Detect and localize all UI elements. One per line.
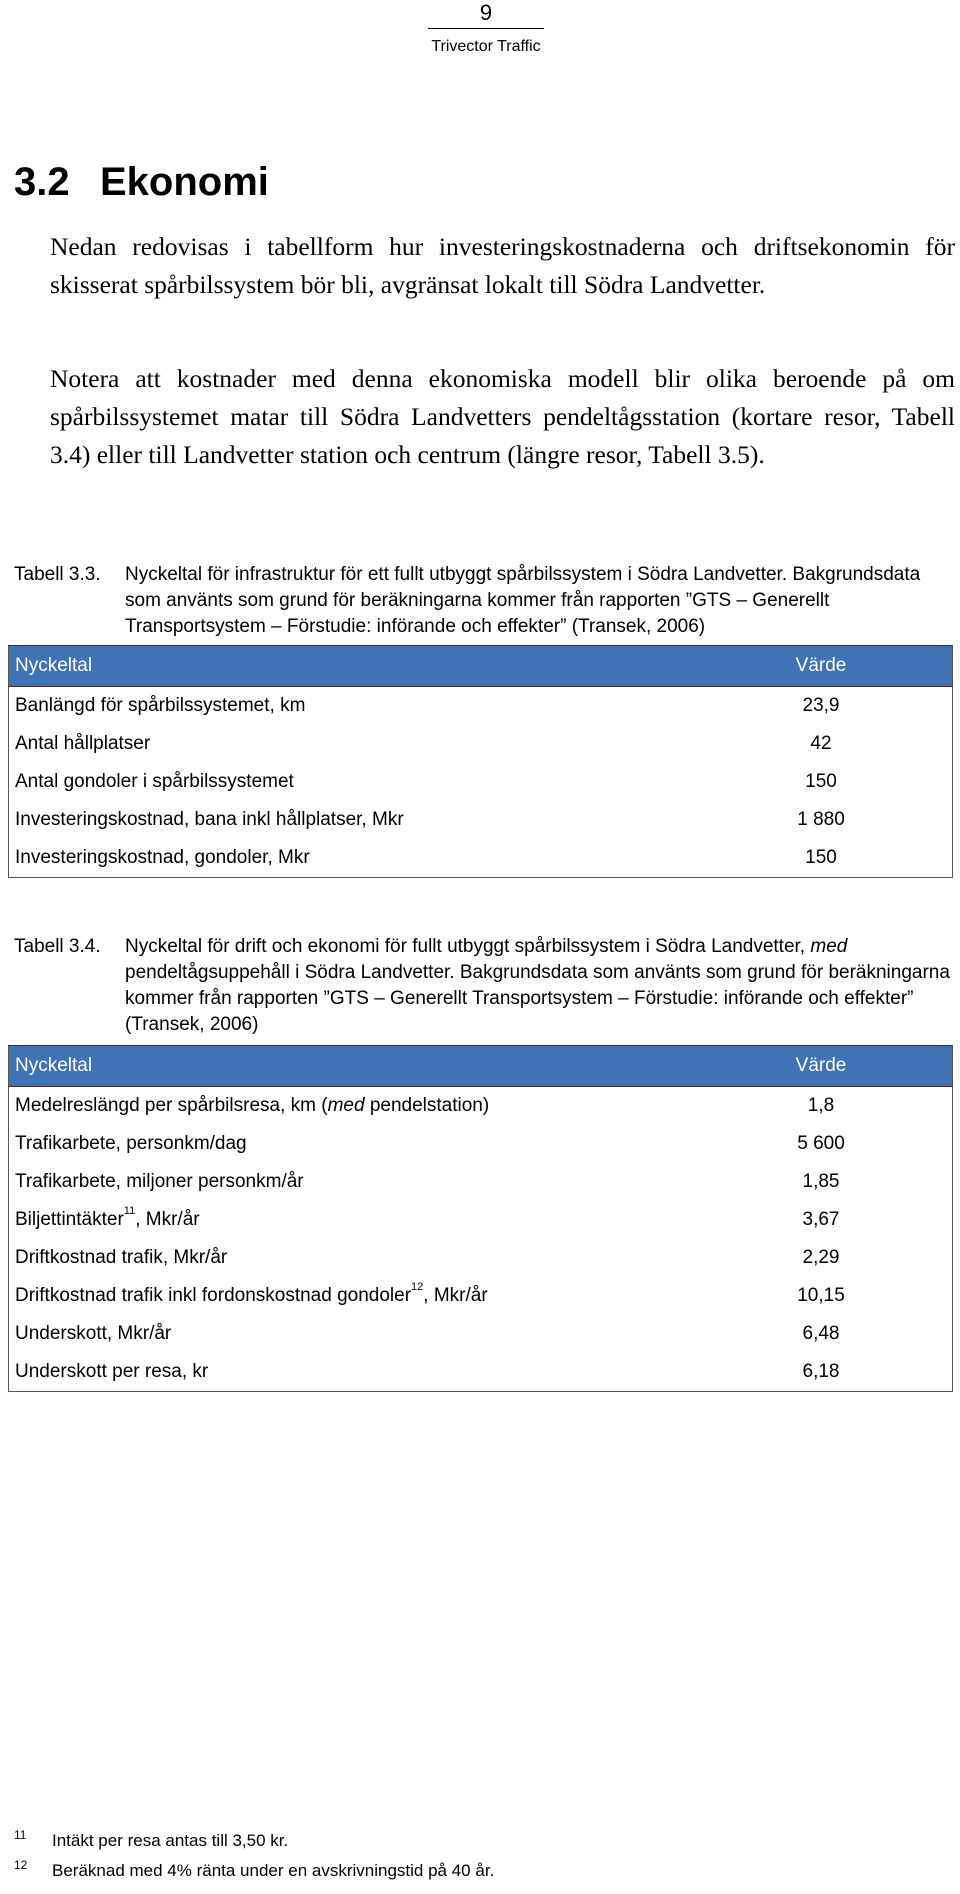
caption-text: Nyckeltal för infrastruktur för ett fullt utbyggt spårbilssystem i Södra Landvetter. Bakgrundsdata som använts som grund för beräkningarna kommer från rapporten ”GTS – Generellt Transportsystem – Förstudie: införande och effekter” (Transek, 2006) (125, 564, 921, 637)
footnote-text: Beräknad med 4% ränta under en avskrivningstid på 40 år. (52, 1861, 495, 1880)
footnote (14, 1826, 914, 1856)
section-number: 3.2 (14, 160, 70, 204)
row-value: 5 600 (797, 1133, 845, 1154)
infrastructure-kpi-table (8, 645, 953, 878)
row-label-part: Biljettintäkter (15, 1209, 124, 1230)
footnote-number: 12 (14, 1858, 28, 1872)
column-header-value: Värde (690, 1046, 953, 1087)
page-header (428, 0, 544, 57)
row-label (9, 1277, 691, 1315)
table-header-row (9, 646, 953, 687)
section-heading (14, 158, 269, 206)
row-value: 6,48 (802, 1323, 840, 1344)
row-value: 2,29 (802, 1247, 840, 1268)
header-divider (428, 28, 544, 29)
row-label-part: Driftkostnad trafik inkl fordonskostnad gondoler (15, 1285, 412, 1306)
table-row (9, 687, 953, 726)
caption-text-part: Nyckeltal för drift och ekonomi för fullt utbyggt spårbilssystem i Södra Landvetter, (125, 936, 811, 957)
table-row (9, 1239, 953, 1277)
caption-number: Tabell 3.3. (14, 564, 101, 585)
row-label-part: Medelreslängd per spårbilsresa, km ( (15, 1095, 328, 1116)
table-row (9, 1353, 953, 1392)
row-value: 1 880 (797, 809, 845, 830)
header-organization: Trivector Traffic (431, 38, 541, 55)
table-row (9, 1201, 953, 1239)
body-paragraph-2: Notera att kostnader med denna ekonomiska modell blir olika beroende på om spårbilssystemet matar till Södra Landvetters pendeltågsstation (kortare resor, Tabell 3.4) eller till Landvetter station och centrum (längre resor, Tabell 3.5). (50, 364, 955, 469)
page-number: 9 (479, 0, 493, 25)
row-label-part: pendelstation) (364, 1095, 490, 1116)
column-header-key: Nyckeltal (9, 1046, 691, 1087)
table-row (9, 1163, 953, 1201)
row-label: Antal hållplatser (15, 733, 151, 754)
caption-number: Tabell 3.4. (14, 936, 101, 957)
footnote (14, 1856, 914, 1886)
table-row (9, 763, 953, 801)
row-label (9, 1201, 691, 1239)
table-caption-3-3 (14, 562, 960, 640)
row-value: 6,18 (802, 1361, 840, 1382)
row-value: 150 (805, 847, 837, 868)
table-caption-3-4 (14, 934, 960, 1038)
table-row (9, 1277, 953, 1315)
table-row (9, 1315, 953, 1353)
table-header-row (9, 1046, 953, 1087)
column-header-value: Värde (690, 646, 953, 687)
footnote-text: Intäkt per resa antas till 3,50 kr. (52, 1831, 289, 1850)
row-label: Investeringskostnad, gondoler, Mkr (15, 847, 310, 868)
caption-text-part: pendeltågsuppehåll i Södra Landvetter. Bakgrundsdata som använts som grund för beräkningarna kommer från rapporten ”GTS – Generellt Transportsystem – Förstudie: införande och effekter” (Transek, 2006) (125, 962, 950, 1035)
row-label: Investeringskostnad, bana inkl hållplatser, Mkr (15, 809, 404, 830)
row-value: 10,15 (797, 1285, 845, 1306)
caption-text (125, 934, 960, 1038)
row-value: 150 (805, 771, 837, 792)
table-row (9, 839, 953, 878)
operations-kpi-table (8, 1045, 953, 1392)
footnote-reference[interactable]: 12 (411, 1281, 424, 1293)
row-label: Trafikarbete, personkm/dag (15, 1133, 247, 1154)
row-label: Trafikarbete, miljoner personkm/år (15, 1171, 304, 1192)
row-label (9, 1087, 691, 1126)
row-value: 3,67 (802, 1209, 840, 1230)
footnote-reference[interactable]: 11 (123, 1205, 136, 1217)
footnotes (14, 1826, 914, 1886)
row-value: 1,85 (802, 1171, 840, 1192)
table-row (9, 1087, 953, 1126)
row-label: Banlängd för spårbilssystemet, km (15, 695, 306, 716)
row-value: 42 (810, 733, 832, 754)
row-label-part: , Mkr/år (423, 1285, 488, 1306)
row-value: 23,9 (802, 695, 840, 716)
table-row (9, 725, 953, 763)
footnote-number: 11 (14, 1828, 27, 1842)
row-label-part: , Mkr/år (135, 1209, 200, 1230)
table-row (9, 801, 953, 839)
row-label: Driftkostnad trafik, Mkr/år (15, 1247, 228, 1268)
section-title: Ekonomi (100, 160, 269, 204)
table-row (9, 1125, 953, 1163)
column-header-key: Nyckeltal (9, 646, 691, 687)
caption-text-emphasis: med (810, 936, 848, 957)
row-label: Antal gondoler i spårbilssystemet (15, 771, 294, 792)
row-value: 1,8 (807, 1095, 835, 1116)
row-label-emphasis: med (327, 1095, 365, 1116)
row-label: Underskott per resa, kr (15, 1361, 209, 1382)
row-label: Underskott, Mkr/år (15, 1323, 172, 1344)
body-paragraph-1: Nedan redovisas i tabellform hur investeringskostnaderna och driftsekonomin för skisserat spårbilssystem bör bli, avgränsat lokalt till Södra Landvetter. (50, 232, 955, 299)
